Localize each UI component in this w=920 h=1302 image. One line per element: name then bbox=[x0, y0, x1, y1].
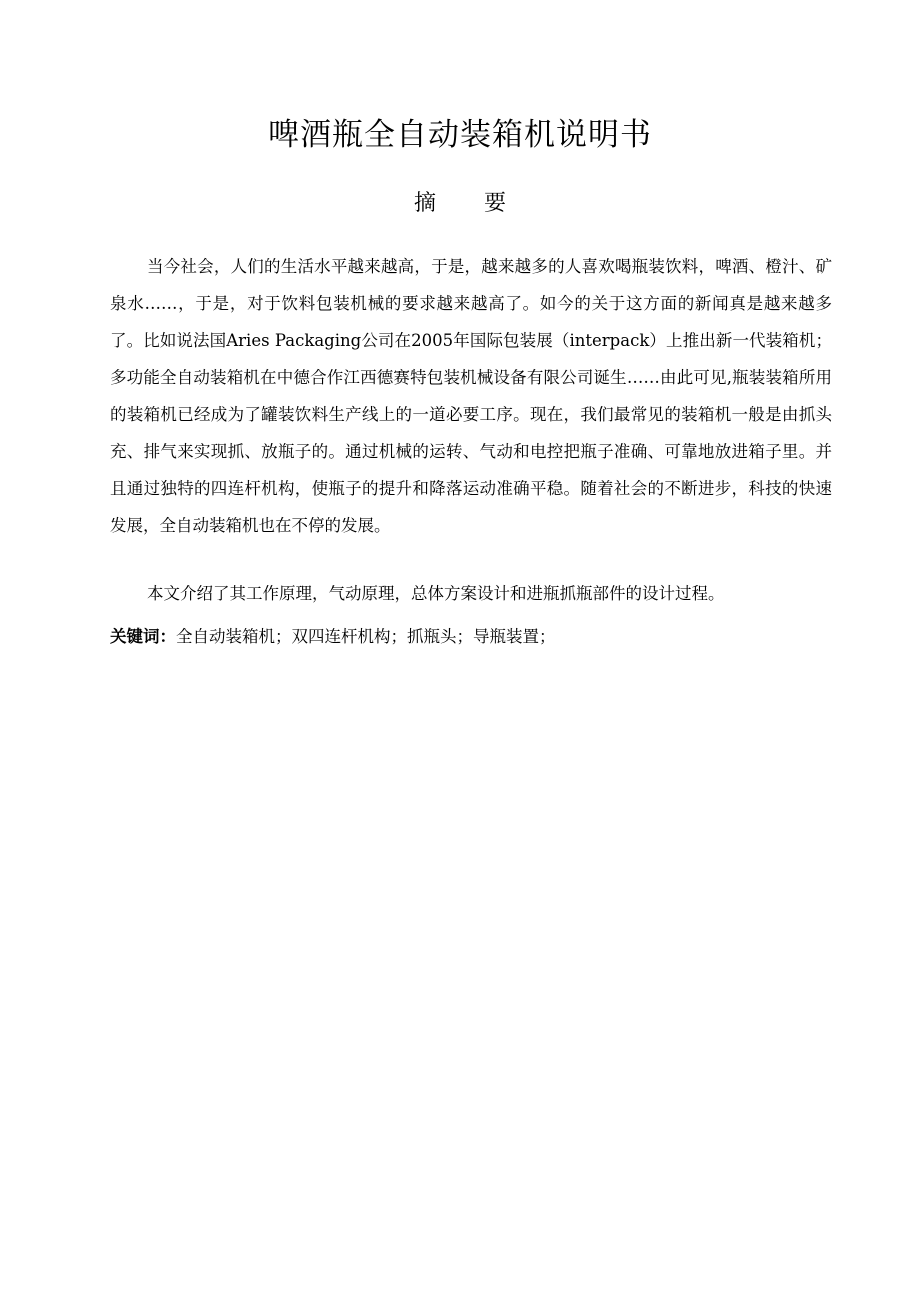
abstract-paragraph-2: 本文介绍了其工作原理，气动原理，总体方案设计和进瓶抓瓶部件的设计过程。 bbox=[147, 584, 725, 603]
abstract-paragraph-1: 当今社会，人们的生活水平越来越高，于是，越来越多的人喜欢喝瓶装饮料，啤酒、橙汁、矿泉水……，于是，对于饮料包装机械的要求越来越高了。如今的关于这方面的新闻真是越来越多了。比如说法国Aries Packaging公司在2005年国际包装展（interpack）上推出新一代装箱机；多功能全自动装箱机在中德合作江西德赛特包装机械设备有限公司诞生……由此可见,瓶装装箱所用的装箱机已经成为了罐装饮料生产线上的一道必要工序。现在，我们最常见的装箱机一般是由抓头充、排气来实现抓、放瓶子的。通过机械的运转、气动和电控把瓶子准确、可靠地放进箱子里。并且通过独特的四连杆机构，使瓶子的提升和降落运动准确平稳。随着社会的不断进步，科技的快速发展，全自动装箱机也在不停的发展。 bbox=[110, 257, 832, 535]
keywords-label: 关键词： bbox=[110, 627, 176, 646]
keywords-line bbox=[110, 618, 832, 655]
abstract-heading-char-1: 摘 bbox=[413, 191, 436, 216]
abstract-heading-char-2: 要 bbox=[484, 191, 507, 216]
document-title: 啤酒瓶全自动装箱机说明书 bbox=[268, 117, 652, 153]
abstract-heading bbox=[0, 186, 920, 222]
keywords-text: 全自动装箱机；双四连杆机构；抓瓶头；导瓶装置； bbox=[176, 627, 556, 646]
